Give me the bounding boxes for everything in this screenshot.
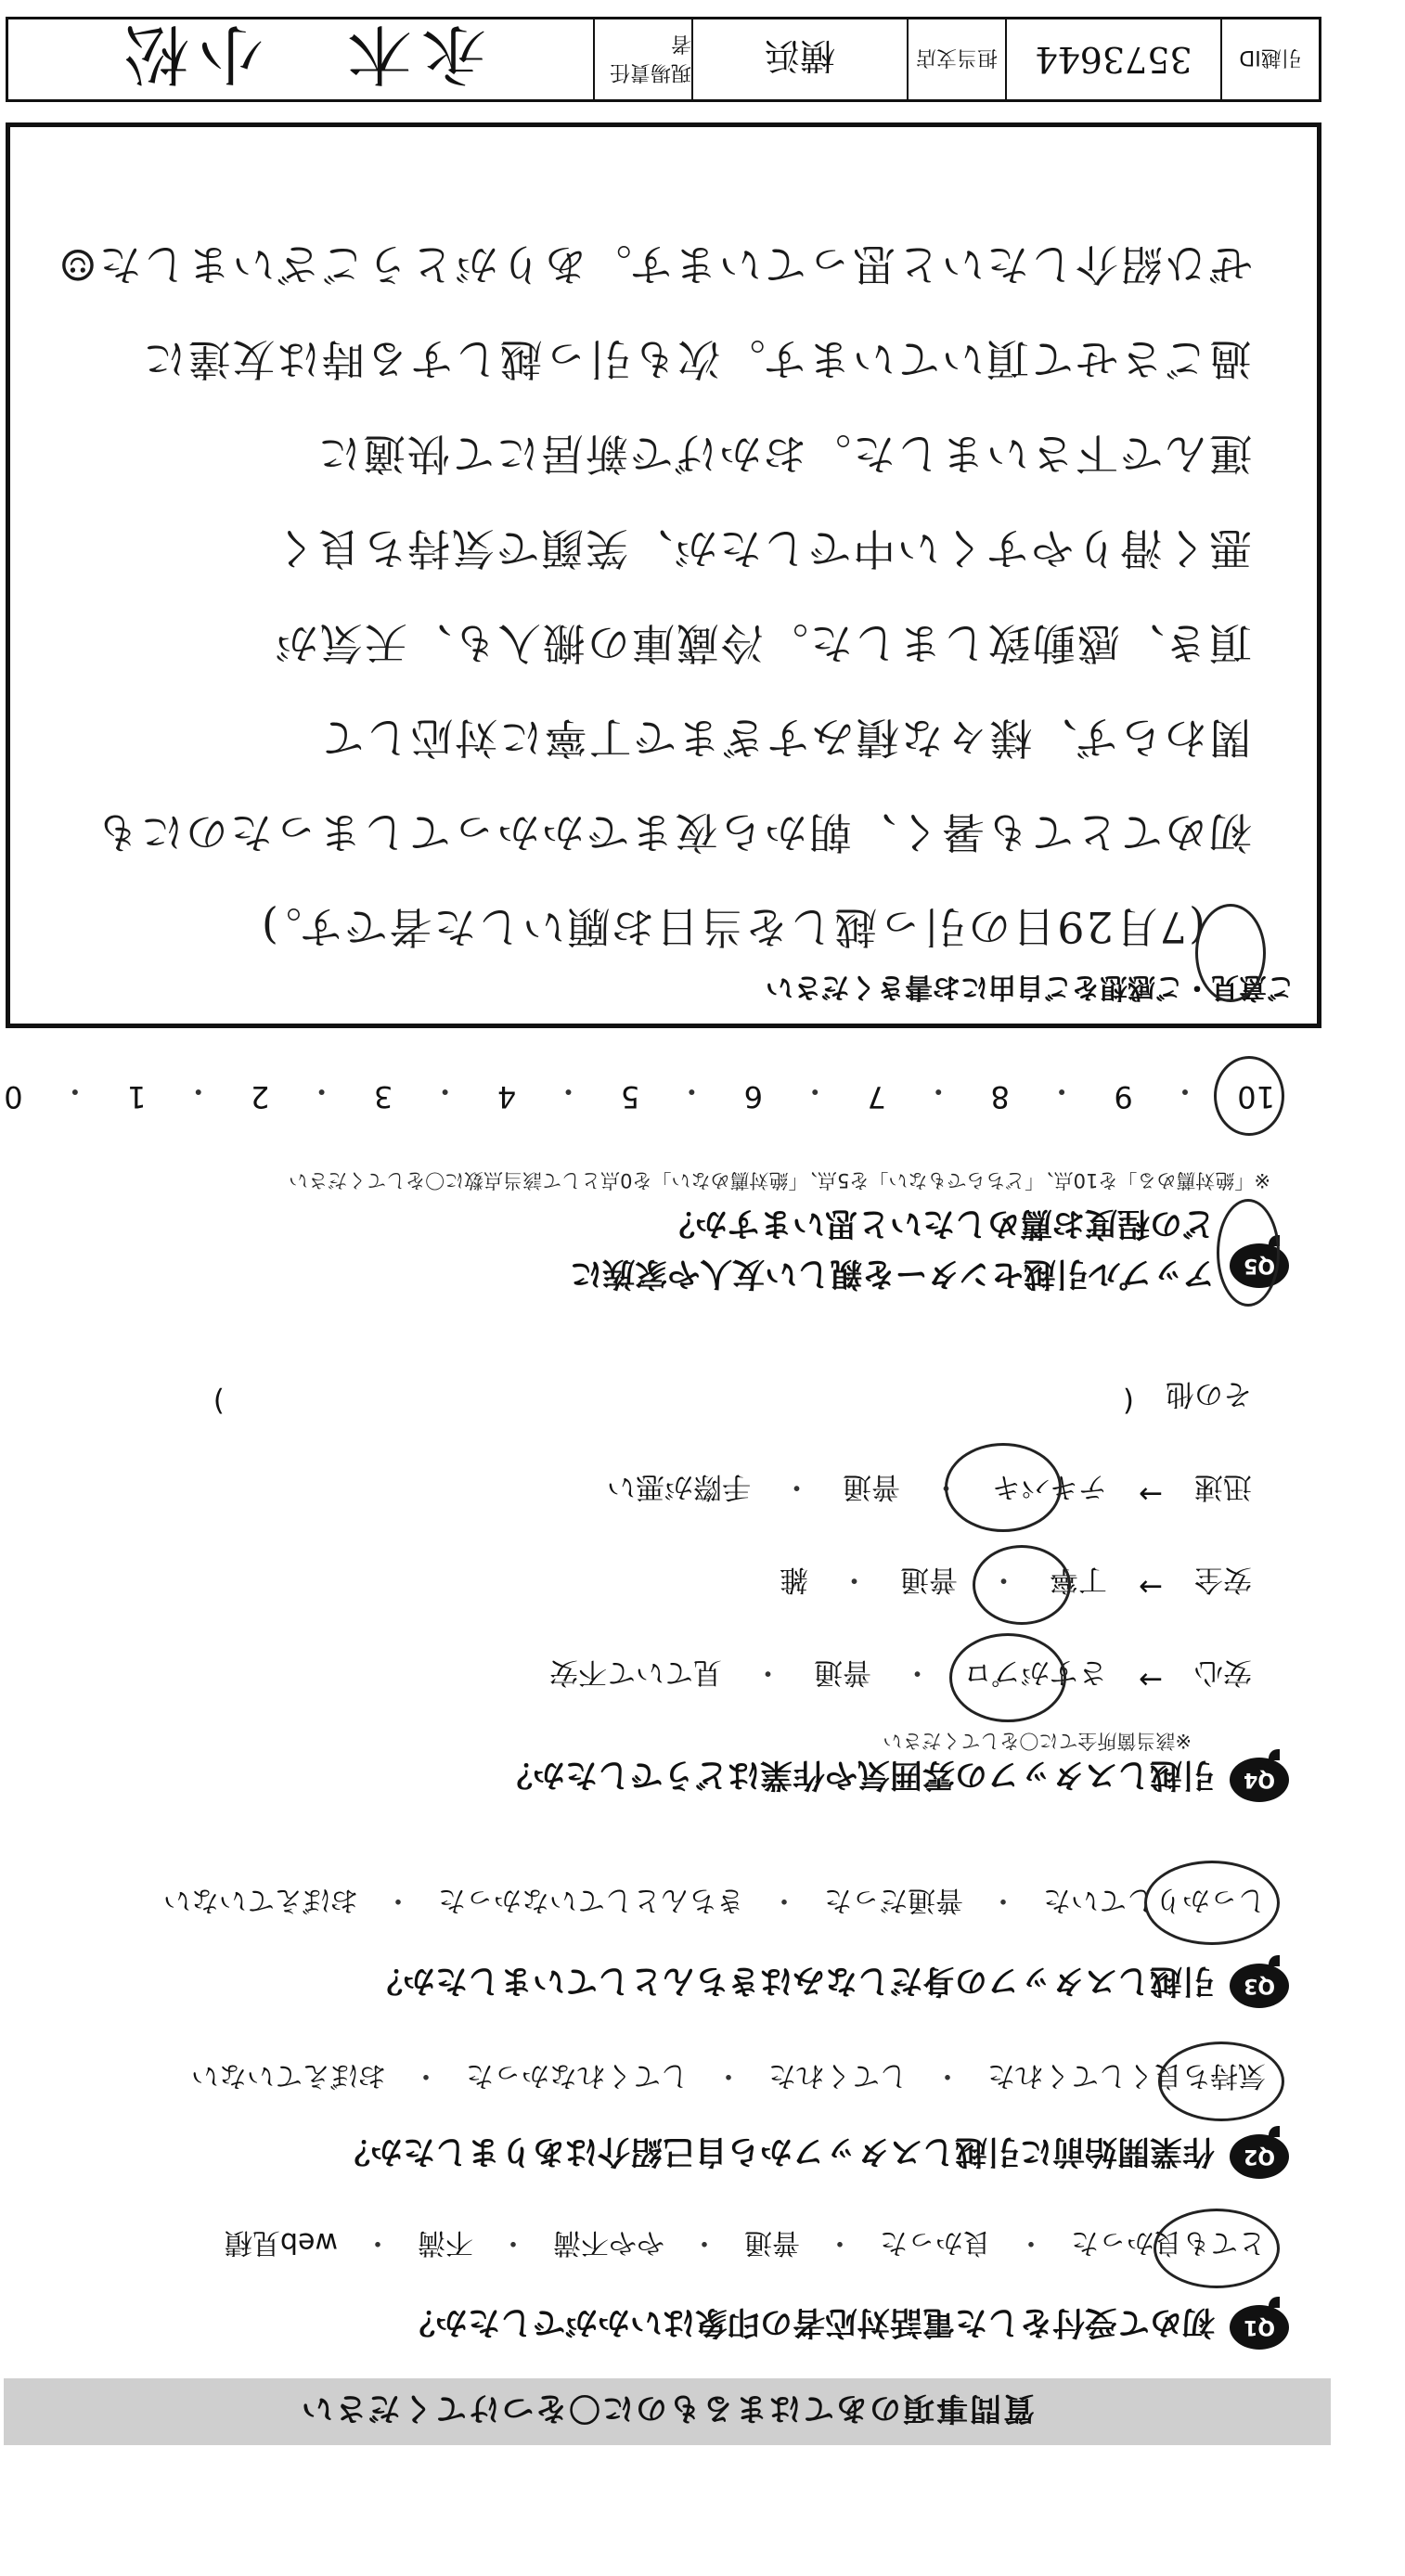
- comment-line: (7月29日の引っ越しを当日お願いした者です。): [259, 902, 1205, 952]
- q4-option[interactable]: 雑: [780, 1563, 809, 1596]
- q4-option[interactable]: 丁寧: [1050, 1563, 1108, 1596]
- q4-other-open: (: [1122, 1385, 1134, 1418]
- q2-option[interactable]: してくれた: [768, 2059, 908, 2092]
- q5-score[interactable]: 4: [496, 1079, 517, 1114]
- answer-mark-circle: [1195, 904, 1266, 1002]
- q1-option[interactable]: web見積: [224, 2226, 338, 2259]
- q4-note: ※該当箇所全てに〇をしてください: [883, 1730, 1192, 1752]
- comment-line: 運んで下さいました。おかげで新居にて快適に: [316, 429, 1252, 479]
- comment-line: ぜひ紹介したいと思っています。ありがとうございました☺: [57, 239, 1252, 290]
- q3-question: 引越しスタッフの身だしなみはきちんとしていましたか？: [369, 1962, 1215, 1999]
- q5-score[interactable]: 10: [1237, 1079, 1275, 1114]
- answer-mark-circle: [1158, 2041, 1284, 2121]
- answer-mark-circle: [1144, 1861, 1280, 1945]
- q1-option[interactable]: やや不満: [553, 2226, 664, 2259]
- q5-score[interactable]: 3: [373, 1079, 393, 1114]
- q5-score[interactable]: 5: [620, 1079, 640, 1114]
- answer-mark-circle: [1154, 2209, 1280, 2288]
- q2-options: 気持ち良くしてくれた ・ してくれた ・ してくれなかった ・ おぼえていない: [191, 2058, 1266, 2099]
- q3-option[interactable]: 普通だった: [824, 1884, 963, 1916]
- move-id-value: 3573644: [1005, 19, 1220, 99]
- q4-other-input[interactable]: [256, 1376, 1091, 1418]
- comment-line: 初めてとても暑く、朝から夜までかかってしまったのにも: [94, 807, 1252, 857]
- q3-badge: Q3: [1230, 1964, 1289, 2008]
- q4-option[interactable]: さすがプロ: [963, 1655, 1108, 1689]
- q5-note: ※「絶対薦める」を10点、「どちらでもない」を5点、「絶対薦めない」を0点として該当点数に〇をしてください: [289, 1169, 1270, 1191]
- q1-badge: Q1: [1230, 2305, 1289, 2350]
- q1-question: 初めて受付をした電話対応者の印象はいかがでしたか？: [402, 2303, 1215, 2340]
- arrow-icon: →: [1139, 1570, 1163, 1604]
- comment-line: 過ごさせて頂いています。次も引っ越しする時は友達に: [141, 334, 1252, 384]
- comments-title: ご意見・ご感想をご自由にお書きください: [766, 971, 1295, 1003]
- q4-other-label: その他: [1166, 1377, 1252, 1410]
- q5-score[interactable]: 9: [1114, 1079, 1133, 1114]
- q3-option[interactable]: しっかりしていた: [1043, 1884, 1266, 1916]
- q2-question: 作業開始前に引越しスタッフから自己紹介はありましたか？: [337, 2132, 1215, 2170]
- q4-badge: Q4: [1230, 1758, 1289, 1802]
- q5-score[interactable]: 8: [990, 1079, 1010, 1114]
- q4-question: 引越しスタッフの雰囲気や作業はどうでしたか？: [499, 1756, 1215, 1793]
- q4-option[interactable]: 普通: [843, 1470, 901, 1503]
- arrow-icon: →: [1139, 1477, 1163, 1511]
- q3-options: しっかりしていた ・ 普通だった ・ きちんとしていなかった ・ おぼえていない: [163, 1883, 1266, 1924]
- answer-mark-circle: [973, 1545, 1071, 1625]
- q5-score[interactable]: 7: [867, 1079, 886, 1114]
- q2-option[interactable]: おぼえていない: [191, 2059, 386, 2092]
- move-id-label: 引越ID: [1220, 19, 1319, 99]
- branch-value: 横浜: [691, 19, 907, 99]
- q2-option[interactable]: してくれなかった: [466, 2059, 689, 2092]
- q3-option[interactable]: きちんとしていなかった: [438, 1884, 744, 1916]
- site-leader-label: 現場責任者: [593, 19, 691, 99]
- answer-mark-circle: [949, 1633, 1066, 1722]
- q4-other: [45, 1376, 1252, 1418]
- q4-row-label: 安全: [1194, 1563, 1252, 1596]
- comment-line: 関わらず、様々な積みすぎまで丁寧に対応して: [319, 713, 1252, 763]
- q1-option[interactable]: とても良かった: [1071, 2226, 1266, 2259]
- site-leader-value: 永木 小松: [115, 16, 486, 93]
- q5-question-line2: どの程度お薦めしたいと思いますか？: [662, 1204, 1215, 1242]
- arrow-icon: →: [1139, 1663, 1163, 1696]
- q1-option[interactable]: 不満: [418, 2226, 473, 2259]
- q5-scale: 10 ・ 9 ・ 8 ・ 7 ・ 6 ・ 5 ・ 4 ・ 3 ・ 2 ・ 1 ・ 0: [4, 1074, 1275, 1114]
- q5-badge: Q5: [1230, 1243, 1289, 1288]
- comment-line: 悪く滑りやすくい中でしたが、笑顔で気持ち良く: [272, 523, 1252, 573]
- q4-row-anshin: 安心 → さすがプロ ・ 普通 ・ 見ていて不安: [549, 1655, 1252, 1696]
- q2-badge: Q2: [1230, 2134, 1289, 2179]
- q5-score[interactable]: 6: [743, 1079, 764, 1114]
- q5-score[interactable]: 2: [251, 1079, 270, 1114]
- q3-option[interactable]: おぼえていない: [163, 1884, 358, 1916]
- q4-row-label: 安心: [1194, 1655, 1252, 1689]
- q4-option[interactable]: テキパキ: [992, 1470, 1108, 1503]
- comment-line: 頂き、感動致しました。冷蔵庫の搬入も、天気が: [273, 618, 1252, 668]
- q4-row-anzen: 安全 → 丁寧 ・ 普通 ・ 雑: [780, 1563, 1252, 1604]
- q4-option[interactable]: 見ていて不安: [549, 1655, 723, 1689]
- comments-box[interactable]: [6, 122, 1321, 1028]
- q4-option[interactable]: 普通: [814, 1655, 872, 1689]
- answer-mark-circle: [1217, 1199, 1280, 1307]
- q5-score[interactable]: 1: [127, 1079, 147, 1114]
- q4-option[interactable]: 手際が悪い: [607, 1470, 752, 1503]
- q4-row-label: 迅速: [1194, 1470, 1252, 1503]
- q5-question-line1: アップル引越センターを親しい友人や家族に: [570, 1255, 1215, 1292]
- q2-option[interactable]: 気持ち良くしてくれた: [987, 2059, 1266, 2092]
- q5-score[interactable]: 0: [4, 1079, 23, 1114]
- branch-label: 担当支店: [907, 19, 1005, 99]
- q4-row-jinsoku: 迅速 → テキパキ ・ 普通 ・ 手際が悪い: [607, 1470, 1252, 1511]
- answer-mark-circle: [1214, 1056, 1284, 1136]
- q1-options: とても良かった ・ 良かった ・ 普通 ・ やや不満 ・ 不満 ・ web見積: [225, 2225, 1266, 2266]
- q4-option[interactable]: 普通: [900, 1563, 959, 1596]
- answer-mark-circle: [945, 1443, 1062, 1532]
- instruction-banner: 質問事項のあてはまるものに〇をつけてください: [4, 2378, 1331, 2445]
- q1-option[interactable]: 良かった: [880, 2226, 991, 2259]
- footer-table: [6, 17, 1321, 102]
- q4-other-close: ): [213, 1385, 225, 1418]
- q1-option[interactable]: 普通: [744, 2226, 800, 2259]
